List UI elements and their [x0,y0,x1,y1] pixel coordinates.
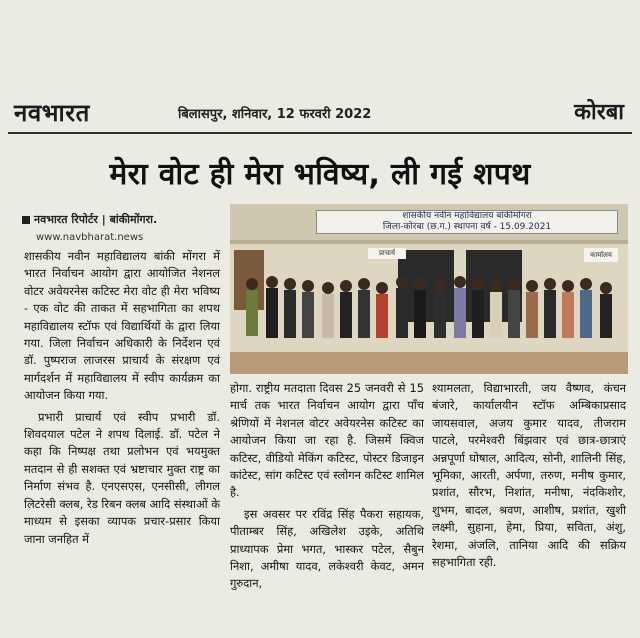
bullet-square-icon [22,216,30,224]
college-signboard [316,210,618,234]
website: www.navbharat.news [36,232,144,243]
byline [22,212,157,227]
newspaper-name: नवभारत [14,99,90,127]
paragraph: शासकीय नवीन महाविद्यालय बांकी मोंगरा में भारत निर्वाचन आयोग द्वारा आयोजित नेशनल वोटर अवेयरनेस कटिस्ट मेरा वोट ही मेरा भविष्य - एक वोट की ताकत में सहभागिता का शपथ महाविद्यालय स्टॉफ एवं विद्यार्थियों के द्वारा लिया गया. जिला निर्वाचन अधिकारी के निर्देशन एवं डॉ. पुष्पराज लाजरस प्राचार्य के संरक्षण एवं मार्गदर्शन में महाविद्यालय में स्वीप कार्यक्रम का आयोजन किया गया. [24,249,220,403]
door-label-right: कार्यालय [584,248,618,262]
byline-text: नवभारत रिपोर्टर | बांकीमोंगरा. [34,213,158,226]
article-headline: मेरा वोट ही मेरा भविष्य, ली गई शपथ [109,157,531,192]
paragraph: प्रभारी प्राचार्य एवं स्वीप प्रभारी डॉ. शिवदयाल पटेल ने शपथ दिलाई. डॉ. पटेल ने कहा कि निष्पक्ष तथा प्रलोभन एवं भयमुक्त मतदान से ही सशक्त एवं भ्रष्टाचार मुक्त राष्ट्र का निर्माण संभव है. एनएसएस, एनसीसी, लीगल लिटरेसी क्लब, रेड रिबन क्लब आदि संस्थाओं के माध्यम से इसका व्यापक प्रचार-प्रसार किया जाना जनहित में [24,409,220,546]
article-column-2 [230,380,424,593]
article-column-1 [24,248,220,548]
paragraph: होगा. राष्ट्रीय मतदाता दिवस 25 जनवरी से 15 मार्च तक भारत निर्वाचन आयोग द्वारा पाँच श्रेणियों में नेशनल वोटर अवेयरनेस कटिस्ट का आयोजन किया जा रहा है. जिसमें क्विज कटिस्ट, वीडियो मेकिंग कटिस्ट, पोस्टर डिजाइन कांटेस्ट, सांग कटिस्ट एवं स्लोगन कटिस्ट शामिल है. [230,381,424,500]
article-photo [230,204,628,374]
edition-date: बिलासपुर, शनिवार, 12 फरवरी 2022 [178,107,372,122]
article-column-3 [432,380,626,571]
paragraph: इस अवसर पर रविंद्र सिंह पैकरा सहायक, पीताम्बर सिंह, अखिलेश उइके, अतिथि प्राध्यापक प्रेमा भगत, भास्कर पटेल, सैबुन निशा, अमीषा यादव, लकेश्वरी केवट, अमन गुरुदान, [230,506,424,591]
door-label-left: प्राचार्य [368,248,406,259]
signboard-line-1: शासकीय नवीन महाविद्यालय बांकीमोंगरा [402,211,532,221]
masthead [8,92,632,130]
masthead-rule [8,132,632,134]
paragraph: श्यामलता, विद्याभारती, जय वैष्णव, कंचन बंजारे, कार्यालयीन स्टॉफ अम्बिकाप्रसाद जायसवाल, अजय कुमार यादव, तीजराम पाटले, परमेश्वरी बिंझवार एवं छात्र-छात्राएं अन्नपूर्णा घोषाल, आदित्य, सोनी, शालिनी सिंह, भूमिका, आरती, अर्पणा, तरुण, मनीष कुमार, प्रशांत, सौरभ, निशांत, मनीषा, नंदकिशोर, शुभम, बादल, श्रवण, आशीष, प्रशांत, खुशी लक्ष्मी, सुहाना, हेमा, प्रिया, सविता, अंशु, रेशमा, अंजलि, तानिया आदि की सक्रिय सहभागिता रही. [432,381,626,570]
edition-city: कोरबा [574,100,624,125]
signboard-line-2: जिला-कोरबा (छ.ग.) स्थापना वर्ष - 15.09.2021 [382,222,552,232]
